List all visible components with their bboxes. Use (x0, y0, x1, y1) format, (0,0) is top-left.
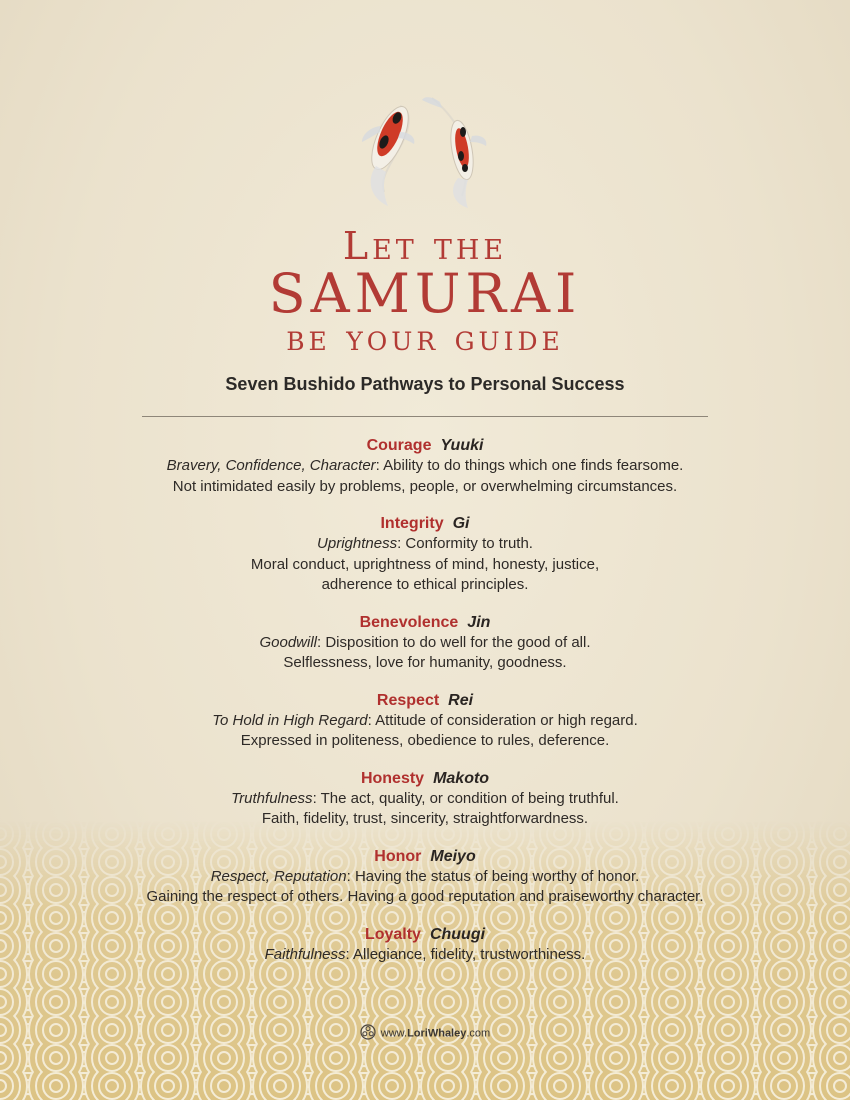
pathway-definition (0, 789, 850, 810)
pathway-honesty (0, 769, 850, 830)
pathway-integrity (0, 514, 850, 596)
pathway-detail: Faith, fidelity, trust, sincerity, straightforwardness. (261, 810, 589, 827)
definition-term: Bravery, Confidence, Character (166, 457, 376, 474)
pathway-heading (0, 925, 850, 945)
definition-term: Faithfulness (264, 945, 346, 963)
pathway-japanese: Meiyo (430, 847, 476, 865)
definition-text: : Attitude of consideration or high regard. (367, 711, 638, 729)
pathway-definition (0, 633, 850, 654)
pathway-japanese: Gi (452, 515, 470, 532)
pathway-respect (0, 691, 850, 752)
pathway-detail: Gaining the respect of others. Having a good reputation and praiseworthy character. (146, 888, 704, 905)
definition-term: Goodwill (259, 633, 318, 651)
pathway-japanese: Yuuki (440, 437, 484, 454)
koi-fish-pair-illustration (340, 88, 505, 213)
pathway-name: Benevolence (359, 613, 459, 631)
divider (142, 416, 708, 417)
footer-url-prefix: www. (380, 1027, 408, 1040)
pathway-heading (0, 847, 850, 867)
title-line-1: Let the (342, 224, 508, 268)
pathway-japanese: Makoto (433, 769, 490, 787)
pathway-definition (0, 945, 850, 966)
pathway-detail: Moral conduct, uprightness of mind, honesty, justice, (250, 555, 600, 573)
pathway-detail: Selflessness, love for humanity, goodness. (283, 654, 567, 671)
definition-text: : Allegiance, fidelity, trustworthiness. (345, 945, 586, 963)
pathway-detail: Not intimidated easily by problems, people, or overwhelming circumstances. (172, 477, 678, 495)
title-line-2: SAMURAI (268, 262, 582, 325)
pathway-name: Honesty (360, 769, 425, 787)
footer-url-brand: LoriWhaley (407, 1027, 467, 1040)
pathway-definition (0, 867, 850, 888)
pathway-definition (0, 456, 850, 477)
definition-term: Uprightness (317, 535, 398, 552)
pathway-definition (0, 534, 850, 555)
definition-term: To Hold in High Regard (212, 711, 368, 729)
pathway-name: Honor (374, 847, 422, 865)
pathway-courage (0, 436, 850, 497)
pathway-japanese: Jin (467, 613, 491, 631)
pathway-heading (0, 769, 850, 789)
footer-website[interactable] (0, 1024, 850, 1043)
pathway-name: Courage (366, 437, 432, 454)
definition-text: : The act, quality, or condition of being truthful. (312, 789, 619, 807)
definition-text: : Conformity to truth. (397, 535, 533, 552)
pathway-detail: Expressed in politeness, obedience to rules, deference. (240, 732, 610, 749)
pathway-japanese: Rei (448, 691, 474, 709)
definition-text: : Disposition to do well for the good of all. (317, 633, 591, 651)
pathway-benevolence (0, 613, 850, 674)
pathway-heading (0, 436, 850, 456)
definition-text: : Having the status of being worthy of honor. (346, 867, 640, 885)
footer-url-suffix: .com (466, 1027, 491, 1040)
pathway-definition (0, 711, 850, 732)
subtitle: Seven Bushido Pathways to Personal Success (225, 374, 625, 394)
pathway-name: Loyalty (364, 925, 421, 943)
definition-term: Truthfulness (231, 789, 313, 807)
koi-fish-right (422, 97, 486, 208)
pathway-list (0, 436, 850, 982)
definition-term: Respect, Reputation (210, 867, 347, 885)
pathway-name: Respect (376, 691, 440, 709)
pathway-name: Integrity (380, 515, 444, 532)
pathway-heading (0, 691, 850, 711)
pathway-detail: adherence to ethical principles. (321, 576, 529, 593)
koi-fish-left (362, 102, 416, 206)
title-line-3: be your guide (286, 318, 564, 359)
pathway-heading (0, 514, 850, 534)
definition-text: : Ability to do things which one finds fearsome. (375, 457, 684, 474)
family-crest-icon (360, 1024, 376, 1043)
pathway-japanese: Chuugi (429, 925, 486, 943)
pathway-loyalty (0, 925, 850, 966)
pathway-honor (0, 847, 850, 908)
pathway-heading (0, 613, 850, 633)
